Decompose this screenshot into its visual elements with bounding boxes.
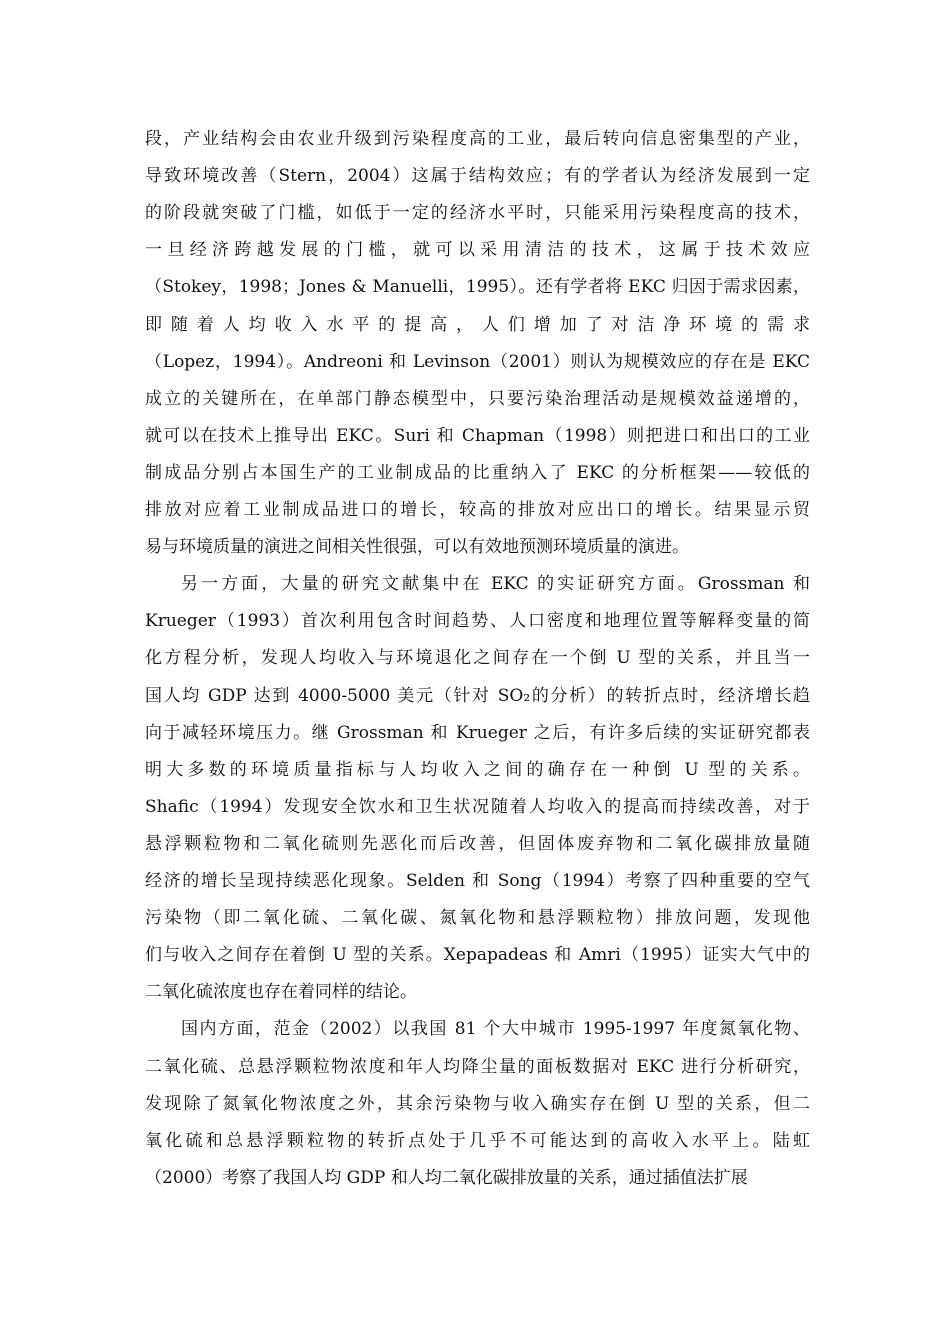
- text-line: 导致环境改善（Stern，2004）这属于结构效应；有的学者认为经济发展到一定: [145, 166, 810, 186]
- text-line: 另一方面，大量的研究文献集中在 EKC 的实证研究方面。Grossman 和: [181, 574, 810, 594]
- text-line: （Stokey，1998；Jones & Manuelli，1995）。还有学者将 EKC 归因于需求因素，: [145, 277, 810, 297]
- text-line: 们与收入之间存在着倒 U 型的关系。Xepapadeas 和 Amri（1995）证实大气中的: [145, 945, 810, 965]
- text-line: 制成品分别占本国生产的工业制成品的比重纳入了 EKC 的分析框架——较低的: [145, 463, 810, 483]
- text-line: 国人均 GDP 达到 4000-5000 美元（针对 SO₂的分析）的转折点时，经济增长趋: [145, 686, 810, 706]
- text-line: 就可以在技术上推导出 EKC。Suri 和 Chapman（1998）则把进口和出口的工业: [145, 426, 810, 446]
- text-line: 经济的增长呈现持续恶化现象。Selden 和 Song（1994）考察了四种重要的空气: [145, 871, 810, 891]
- text-line: 明大多数的环境质量指标与人均收入之间的确存在一种倒 U 型的关系。: [145, 760, 810, 780]
- text-line: 国内方面，范金（2002）以我国 81 个大中城市 1995-1997 年度氮氧化物、: [181, 1019, 810, 1039]
- text-line: Shafic（1994）发现安全饮水和卫生状况随着人均收入的提高而持续改善，对于: [145, 797, 810, 817]
- text-line: 即随着人均收入水平的提高，人们增加了对洁净环境的需求: [145, 315, 810, 335]
- text-line: 的阶段就突破了门槛，如低于一定的经济水平时，只能采用污染程度高的技术，: [145, 203, 810, 223]
- text-line: 污染物（即二氧化硫、二氧化碳、氮氧化物和悬浮颗粒物）排放问题，发现他: [145, 908, 810, 928]
- text-line: （2000）考察了我国人均 GDP 和人均二氧化碳排放量的关系，通过插值法扩展: [145, 1168, 748, 1188]
- text-line: 二氧化硫、总悬浮颗粒物浓度和年人均降尘量的面板数据对 EKC 进行分析研究，: [145, 1057, 810, 1077]
- text-line: 二氧化硫浓度也存在着同样的结论。: [145, 982, 417, 1002]
- text-line: 易与环境质量的演进之间相关性很强，可以有效地预测环境质量的演进。: [145, 537, 689, 557]
- text-line: 氧化硫和总悬浮颗粒物的转折点处于几乎不可能达到的高收入水平上。陆虹: [145, 1131, 810, 1151]
- text-line: 化方程分析，发现人均收入与环境退化之间存在一个倒 U 型的关系，并且当一: [145, 648, 810, 668]
- text-line: 成立的关键所在，在单部门静态模型中，只要污染治理活动是规模效益递增的，: [145, 389, 810, 409]
- text-line: Krueger（1993）首次利用包含时间趋势、人口密度和地理位置等解释变量的简: [145, 611, 810, 631]
- text-line: （Lopez，1994）。Andreoni 和 Levinson（2001）则认为规模效应的存在是 EKC: [145, 352, 810, 372]
- text-line: 向于减轻环境压力。继 Grossman 和 Krueger 之后，有许多后续的实证研究都表: [145, 723, 810, 743]
- text-line: 段，产业结构会由农业升级到污染程度高的工业，最后转向信息密集型的产业，: [145, 129, 810, 149]
- text-line: 悬浮颗粒物和二氧化硫则先恶化而后改善，但固体废弃物和二氧化碳排放量随: [145, 834, 810, 854]
- text-line: 排放对应着工业制成品进口的增长，较高的排放对应出口的增长。结果显示贸: [145, 500, 810, 520]
- text-line: 发现除了氮氧化物浓度之外，其余污染物与收入确实存在倒 U 型的关系，但二: [145, 1094, 810, 1114]
- text-line: 一旦经济跨越发展的门槛，就可以采用清洁的技术，这属于技术效应: [145, 240, 810, 260]
